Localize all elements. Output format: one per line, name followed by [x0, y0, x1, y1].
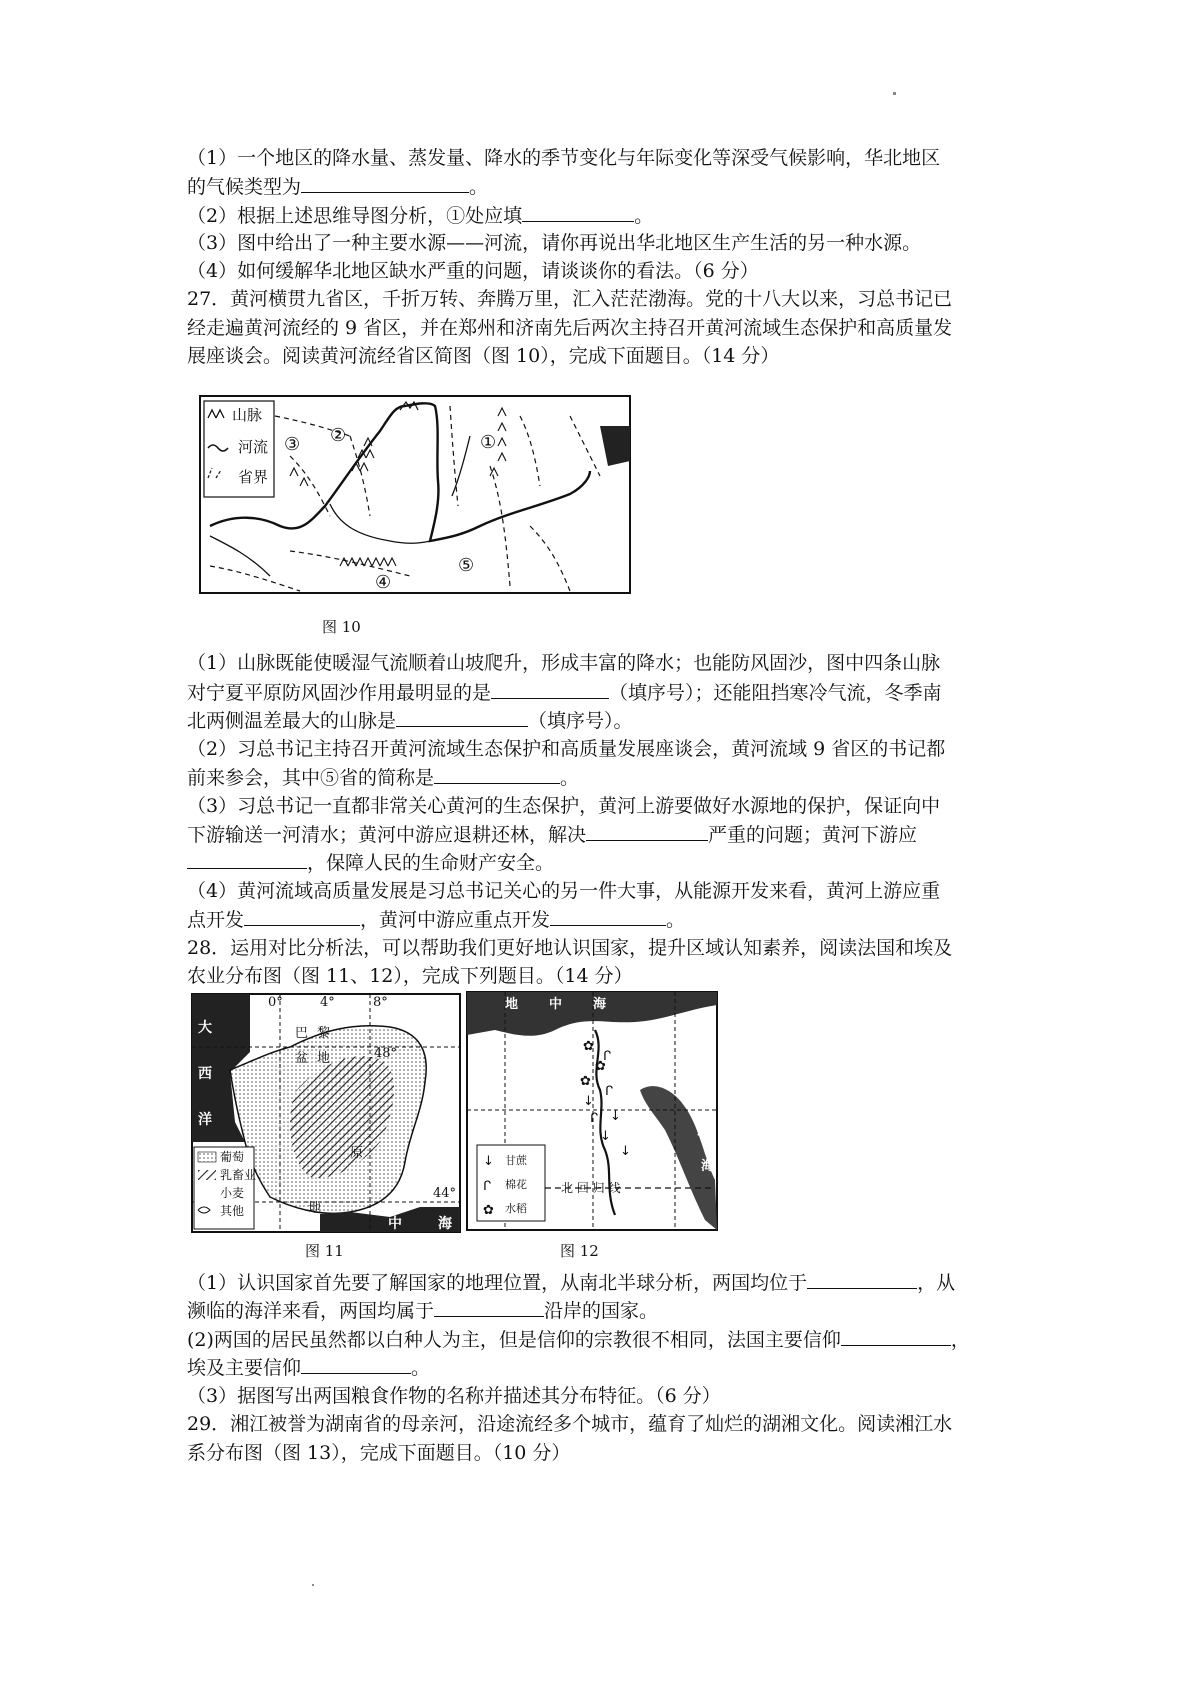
legend-border-label: 省界: [238, 468, 269, 486]
svg-text:ᒋ: ᒋ: [590, 1111, 599, 1126]
svg-text:ᒋ: ᒋ: [605, 1084, 614, 1099]
marker-4: ④: [375, 572, 392, 593]
marker-5: ⑤: [458, 555, 475, 576]
q28-s1b: 濒临的海洋来看，两国均属于 沿岸的国家。: [187, 1300, 659, 1322]
q26-p2: （2）根据上述思维导图分析，①处应填 。: [187, 205, 654, 227]
q28-intro-2: 农业分布图（图 11、12），完成下列题目。（14 分）: [187, 965, 633, 987]
map-label-yang: 洋: [198, 1112, 212, 1128]
svg-text:ᒋ: ᒋ: [603, 1049, 612, 1064]
answer-blank[interactable]: [550, 907, 666, 926]
map-label-di: 地: [317, 1051, 331, 1066]
q27-intro-3: 展座谈会。阅读黄河流经省区简图（图 10），完成下面题目。（14 分）: [187, 345, 780, 367]
map-label-hai: 海: [438, 1216, 452, 1232]
map-label-li: 黎: [317, 1026, 331, 1041]
q27-s1c: 北两侧温差最大的山脉是 （填序号）。: [187, 710, 633, 732]
marker-2: ②: [330, 425, 347, 446]
svg-text:↓: ↓: [600, 1129, 611, 1144]
answer-blank[interactable]: [434, 1298, 544, 1317]
lat-48-label: 48°: [374, 1046, 398, 1061]
legend-river-label: 河流: [238, 438, 269, 456]
lon-8-label: 8°: [373, 995, 388, 1010]
grape-legend-swatch: [198, 1152, 216, 1162]
scan-speck: [893, 92, 896, 95]
tropic-label: 北 回 归 线: [561, 1181, 621, 1195]
figure-10-yellow-river-map: [190, 376, 640, 616]
dairy-legend-swatch: [198, 1170, 216, 1180]
map-label-di2: 地: [308, 1201, 322, 1216]
lon-4-label: 4°: [320, 995, 335, 1010]
answer-blank[interactable]: [396, 708, 528, 727]
map-label-di: 地: [505, 997, 519, 1012]
legend-dairy-label: 乳畜业: [220, 1168, 257, 1182]
q29-intro-1: 29．湘江被誉为湖南省的母亲河，沿途流经多个城市，蕴育了灿烂的湖湘文化。阅读湘江水: [187, 1413, 953, 1435]
figure-12-egypt-agriculture-map: [465, 990, 723, 1240]
answer-blank[interactable]: [301, 1355, 411, 1374]
map-label-zhong: 中: [388, 1216, 402, 1232]
answer-blank[interactable]: [187, 850, 307, 869]
map-label-xi: 西: [198, 1066, 212, 1082]
q27-s1b: 对宁夏平原防风固沙作用最明显的是 （填序号）；还能阻挡寒冷气流，冬季南: [187, 682, 942, 704]
q26-p1b: 的气候类型为 。: [187, 176, 489, 198]
q27-s3c: ，保障人民的生命财产安全。: [187, 850, 554, 875]
map-label-hai: 海: [593, 997, 607, 1012]
q29-intro-2: 系分布图（图 13），完成下面题目。（10 分）: [187, 1442, 571, 1464]
q27-s3b: 下游输送一河清水；黄河中游应退耕还林，解决 严重的问题；黄河下游应: [187, 824, 918, 846]
scan-speck: [312, 1584, 314, 1586]
map-label-yuan: 原: [350, 1146, 364, 1161]
q28-intro-1: 28．运用对比分析法，可以帮助我们更好地认识国家，提升区域认知素养，阅读法国和埃及: [187, 937, 953, 959]
legend-cotton-label: 棉花: [505, 1178, 527, 1191]
q27-s4a: （4）黄河流域高质量发展是习总书记关心的另一件大事，从能源开发来看，黄河上游应重: [187, 880, 941, 902]
q27-s4b: 点开发 ，黄河中游应重点开发 。: [187, 909, 686, 931]
figure-11-caption: 图 11: [305, 1242, 344, 1260]
q27-s3a: （3）习总书记一直都非常关心黄河的生态保护，黄河上游要做好水源地的保护，保证向中: [187, 795, 941, 817]
figure-12-caption: 图 12: [560, 1242, 599, 1260]
lat-44-label: 44°: [433, 1186, 457, 1201]
rice-legend-icon: ✿: [483, 1203, 494, 1218]
answer-blank[interactable]: [301, 174, 469, 193]
map-label-hai2: 海: [701, 1159, 715, 1174]
answer-blank[interactable]: [491, 680, 609, 699]
svg-text:↓: ↓: [583, 1094, 594, 1109]
q27-intro-2: 经走遍黄河流经的 9 省区，并在郑州和济南先后两次主持召开黄河流域生态保护和高质量发: [187, 317, 953, 339]
legend-grape-label: 葡萄: [220, 1150, 245, 1164]
q28-s2a: (2)两国的居民虽然都以白种人为主，但是信仰的宗教很不相同，法国主要信仰 ，: [187, 1329, 970, 1351]
map-label-ba: 巴: [295, 1026, 309, 1041]
figure-11-france-agriculture-map: [190, 992, 465, 1242]
map-label-hong: 红: [697, 1124, 711, 1139]
legend-wheat-label: 小麦: [220, 1186, 245, 1200]
figure-10-caption: 图 10: [322, 618, 361, 636]
cotton-legend-icon: ᒋ: [483, 1179, 492, 1194]
q27-s2b: 前来参会，其中⑤省的简称是 。: [187, 767, 580, 789]
marker-3: ③: [284, 434, 301, 455]
q27-s2a: （2）习总书记主持召开黄河流域生态保护和高质量发展座谈会，黄河流域 9 省区的书记都: [187, 738, 946, 760]
marker-1: ①: [480, 432, 497, 453]
answer-blank[interactable]: [522, 203, 634, 222]
legend-sugar-label: 甘蔗: [505, 1154, 527, 1167]
q28-s2b: 埃及主要信仰 。: [187, 1357, 431, 1379]
svg-text:✿: ✿: [595, 1059, 606, 1074]
svg-text:✿: ✿: [583, 1039, 594, 1054]
q26-p1a: （1）一个地区的降水量、蒸发量、降水的季节变化与年际变化等深受气候影响，华北地区: [187, 147, 941, 169]
answer-blank[interactable]: [586, 822, 708, 841]
lon-0-label: 0°: [268, 995, 283, 1010]
legend-other-label: 其他: [220, 1204, 245, 1218]
svg-text:✿: ✿: [580, 1074, 591, 1089]
q28-s1a: （1）认识国家首先要了解国家的地理位置，从南北半球分析，两国均位于 ，从: [187, 1272, 956, 1294]
legend-mountain-label: 山脉: [232, 406, 263, 424]
q26-p4: （4）如何缓解华北地区缺水严重的问题，请谈谈你的看法。（6 分）: [187, 260, 759, 282]
legend-rice-label: 水稻: [505, 1202, 527, 1215]
answer-blank[interactable]: [807, 1270, 917, 1289]
map-label-pen: 盆: [295, 1051, 309, 1066]
svg-text:↓: ↓: [620, 1144, 631, 1159]
answer-blank[interactable]: [244, 907, 360, 926]
map-label-da: 大: [198, 1020, 212, 1036]
q27-intro-1: 27．黄河横贯九省区，千折万转、奔腾万里，汇入茫茫渤海。党的十八大以来，习总书记已: [187, 288, 953, 310]
svg-text:↓: ↓: [610, 1109, 621, 1124]
answer-blank[interactable]: [434, 765, 560, 784]
sugarcane-legend-icon: ↓: [483, 1154, 494, 1169]
map-label-zhong: 中: [549, 997, 563, 1012]
q27-s1a: （1）山脉既能使暖湿气流顺着山坡爬升，形成丰富的降水；也能防风固沙，图中四条山脉: [187, 652, 941, 674]
q26-p3: （3）图中给出了一种主要水源——河流，请你再说出华北地区生产生活的另一种水源。: [187, 232, 922, 254]
answer-blank[interactable]: [841, 1327, 951, 1346]
q28-s3: （3）据图写出两国粮食作物的名称并描述其分布特征。（6 分）: [187, 1385, 721, 1407]
